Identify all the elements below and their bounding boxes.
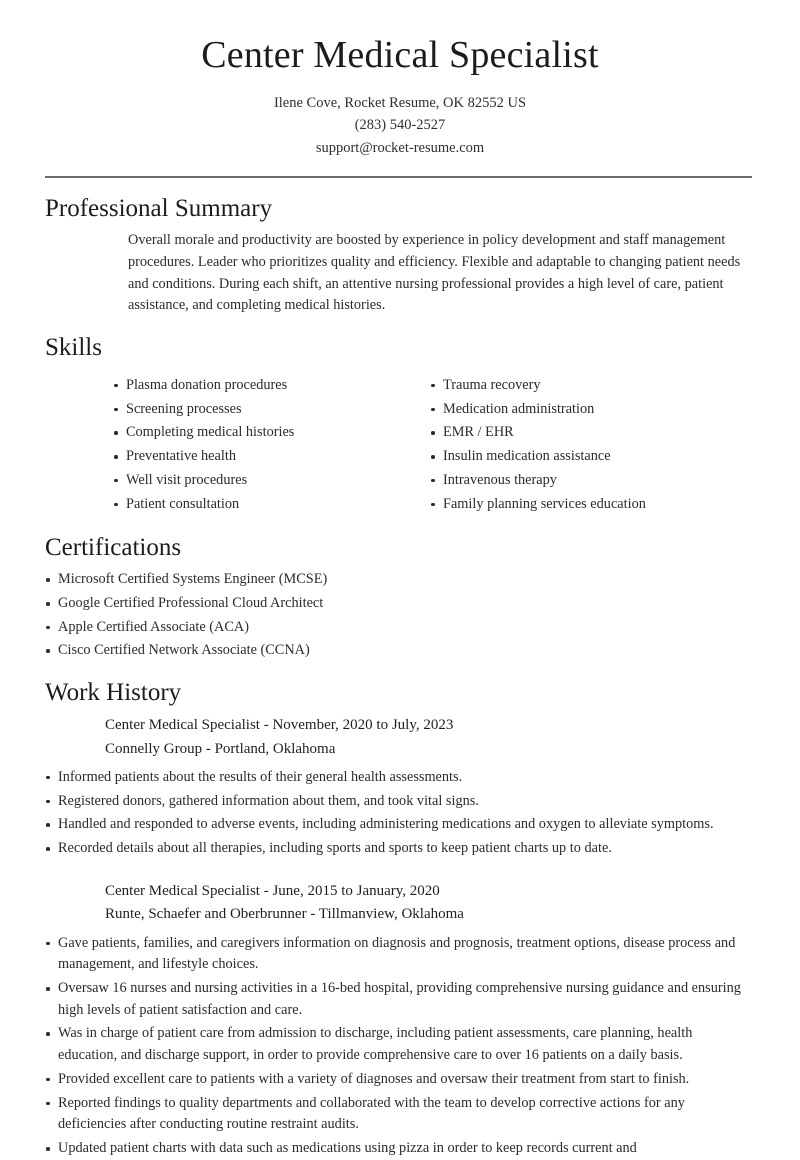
contact-block (0, 92, 800, 159)
skills-column-right (430, 369, 747, 517)
page-title: Center Medical Specialist (201, 34, 599, 76)
section-skills (0, 333, 800, 517)
contact-address: Ilene Cove, Rocket Resume, OK 82552 US (273, 94, 527, 111)
work-history-entry (45, 714, 752, 860)
certifications-list (45, 569, 752, 662)
list-item: Intravenous therapy (430, 470, 747, 492)
section-heading-certifications: Certifications (45, 534, 182, 562)
section-professional-summary (0, 194, 800, 317)
list-item: Reported findings to quality departments and collaborated with the team to develop corrective actions for any deficiencies after conducting routine restraint audits. (45, 1093, 752, 1136)
list-item: Preventative health (113, 446, 430, 468)
work-history-entry (45, 880, 752, 1160)
list-item: Google Certified Professional Cloud Architect (45, 593, 752, 615)
list-item: Registered donors, gathered information about them, and took vital signs. (45, 791, 752, 813)
list-item: Patient consultation (113, 494, 430, 516)
list-item: Cisco Certified Network Associate (CCNA) (45, 640, 752, 662)
section-work-history (0, 678, 800, 1160)
list-item: Oversaw 16 nurses and nursing activities in a 16-bed hospital, providing comprehensive nursing guidance and ensuring high levels of patient satisfaction and care. (45, 978, 752, 1021)
list-item: Provided excellent care to patients with a variety of diagnoses and oversaw their treatment from start to finish. (45, 1069, 752, 1091)
list-item: Insulin medication assistance (430, 446, 747, 468)
job-responsibilities-list (45, 933, 752, 1160)
contact-email: support@rocket-resume.com (315, 139, 485, 156)
summary-text: Overall morale and productivity are boosted by experience in policy development and staff management procedures. Leader who prioritizes quality and efficiency. Flexible and adaptable to changing patient needs and conditions. During each shift, an attentive nursing professional provides a high level of care, patient assistance, and completing medical histories. (128, 232, 741, 314)
list-item: Handled and responded to adverse events, including administering medications and oxygen to alleviate symptoms. (45, 814, 752, 836)
list-item: Trauma recovery (430, 375, 747, 397)
section-certifications (0, 533, 800, 662)
header-divider (45, 176, 752, 178)
list-item: Plasma donation procedures (113, 375, 430, 397)
resume-header (0, 0, 800, 159)
list-item: Well visit procedures (113, 470, 430, 492)
list-item: Completing medical histories (113, 422, 430, 444)
list-item: Family planning services education (430, 494, 747, 516)
section-heading-work-history: Work History (45, 679, 182, 707)
job-responsibilities-list (45, 767, 752, 860)
section-heading-summary: Professional Summary (45, 195, 273, 223)
skills-list-right (430, 375, 747, 515)
contact-phone: (283) 540-2527 (354, 117, 446, 134)
section-heading-skills: Skills (45, 333, 102, 361)
list-item: Recorded details about all therapies, including sports and sports to keep patient charts up to date. (45, 838, 752, 860)
list-item: Was in charge of patient care from admission to discharge, including patient assessments, care planning, health education, and discharge support, in order to provide comprehensive care to over 16 patients on a daily basis. (45, 1023, 752, 1066)
list-item: Gave patients, families, and caregivers information on diagnosis and prognosis, treatment options, disease process and management, and lifestyle choices. (45, 933, 752, 976)
job-company-line: Connelly Group - Portland, Oklahoma (105, 740, 336, 757)
list-item: EMR / EHR (430, 422, 747, 444)
job-title-line: Center Medical Specialist - November, 2020 to July, 2023 (105, 717, 454, 734)
list-item: Apple Certified Associate (ACA) (45, 617, 752, 639)
job-company-line: Runte, Schaefer and Oberbrunner - Tillmanview, Oklahoma (105, 906, 464, 923)
list-item: Microsoft Certified Systems Engineer (MCSE) (45, 569, 752, 591)
list-item: Updated patient charts with data such as medications using pizza in order to keep records current and (45, 1138, 752, 1160)
skills-column-left (113, 369, 430, 517)
job-title-line: Center Medical Specialist - June, 2015 to January, 2020 (105, 882, 440, 899)
list-item: Screening processes (113, 399, 430, 421)
skills-list-left (113, 375, 430, 515)
list-item: Medication administration (430, 399, 747, 421)
list-item: Informed patients about the results of their general health assessments. (45, 767, 752, 789)
skills-columns (113, 369, 752, 517)
